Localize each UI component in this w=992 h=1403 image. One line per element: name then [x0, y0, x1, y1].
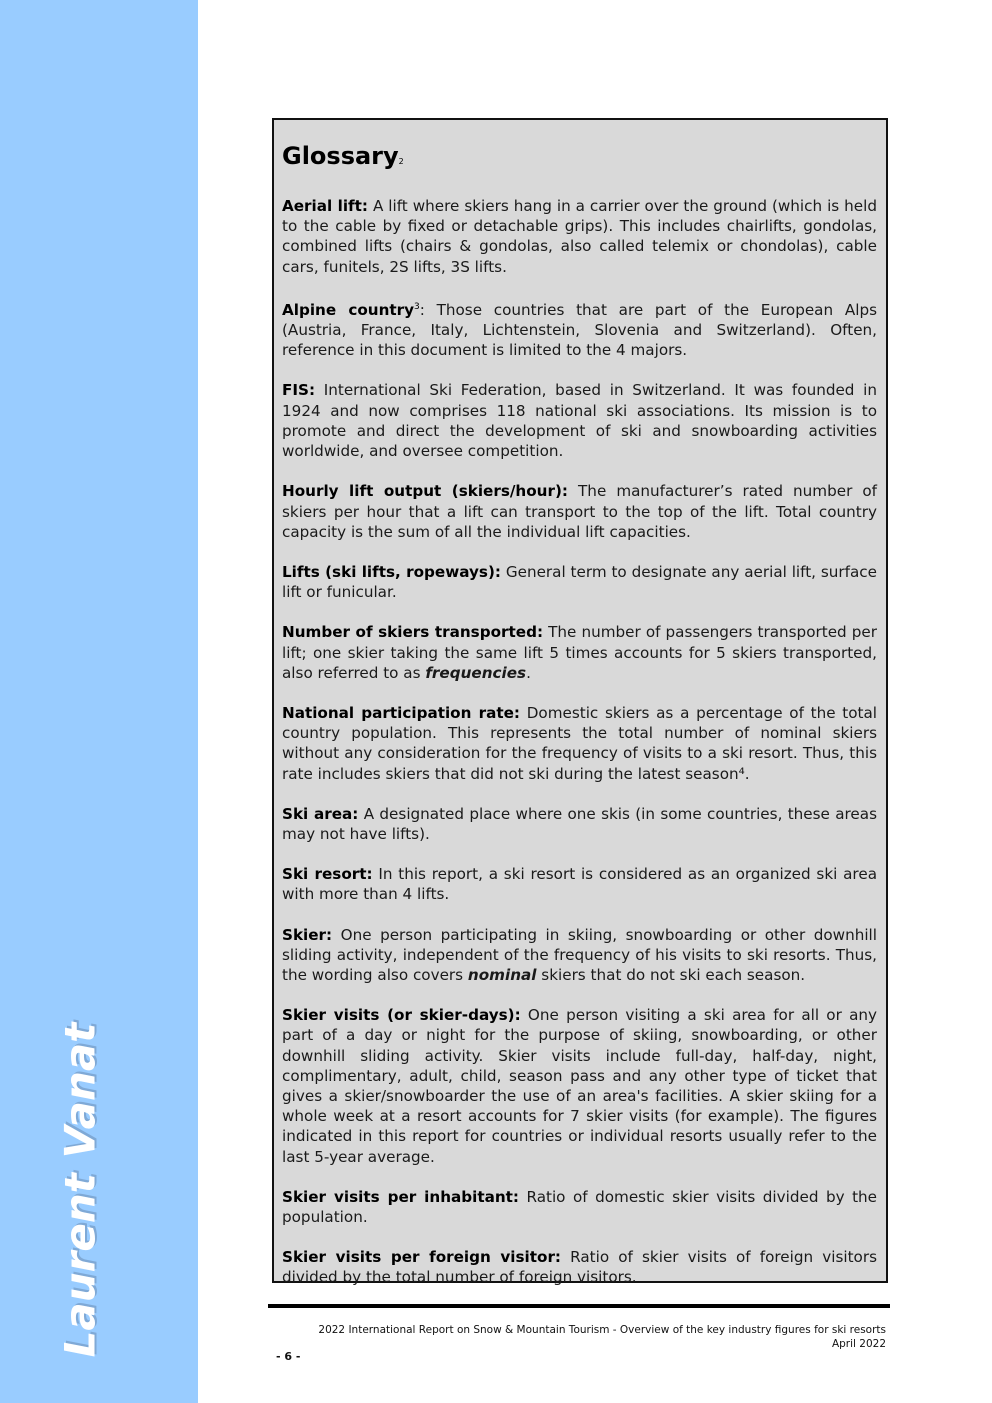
- entry-term: Skier visits per foreign visitor:: [282, 1248, 562, 1267]
- entry-term: [282, 301, 420, 319]
- entry-text: The number of passengers transported per lift; one skier taking the same lift 5 times accounts for 5 skiers transported, also referred to as: [282, 623, 877, 682]
- glossary-entry-hourly-lift-output: [282, 481, 877, 542]
- entry-text: A designated place where one skis (in some countries, these areas may not have lifts).: [282, 804, 877, 843]
- entry-tail: .: [526, 663, 531, 682]
- footer-divider: [268, 1304, 890, 1308]
- entry-text: In this report, a ski resort is considered as an organized ski area with more than 4 lifts.: [282, 865, 877, 904]
- glossary-entry-skiers-transported: [282, 622, 877, 683]
- entry-footnote: 3: [414, 301, 420, 312]
- entry-text: International Ski Federation, based in Switzerland. It was founded in 1924 and now comprises 118 national ski associations. Its mission is to promote and direct the development of ski and snowboarding activities worldwide, and oversee competition.: [282, 381, 877, 461]
- entry-term-text: Alpine country: [282, 300, 415, 319]
- sidebar: [0, 0, 198, 1403]
- footer-line-1: 2022 International Report on Snow & Mountain Tourism - Overview of the key industry figures for ski resorts: [318, 1324, 886, 1336]
- entry-text: Ratio of domestic skier visits divided by the population.: [282, 1187, 877, 1226]
- entry-text: Domestic skiers as a percentage of the total country population. This represents the total number of nominal skiers without any consideration for the frequency of visits to a ski resort. Thus, this rate includes skiers that did not ski during the latest season⁴.: [282, 703, 877, 783]
- entry-term: Lifts (ski lifts, ropeways):: [282, 562, 501, 581]
- entry-emphasis: nominal: [467, 965, 537, 984]
- entry-term: Ski resort:: [282, 865, 373, 884]
- glossary-entry-ski-area: [282, 804, 877, 844]
- glossary-entry-skier-visits: [282, 1005, 877, 1167]
- glossary-title-text: Glossary: [282, 142, 399, 170]
- entry-term: Skier:: [282, 925, 333, 944]
- entry-term: Ski area:: [282, 804, 359, 823]
- entry-tail: skiers that do not ski each season.: [536, 965, 806, 984]
- entry-text: One person participating in skiing, snowboarding or other downhill sliding activity, independent of the frequency of his visits to ski resorts. Thus, the wording also covers: [282, 925, 877, 984]
- entry-text: : Those countries that are part of the European Alps (Austria, France, Italy, Lichtenstein, Slovenia and Switzerland). Often, reference in this document is limited to the 4 majors.: [282, 300, 877, 360]
- glossary-entry-national-participation-rate: [282, 703, 877, 784]
- entry-text: One person visiting a ski area for all or any part of a day or night for the purpose of skiing, snowboarding, or other downhill sliding activity. Skier visits include full-day, half-day, night, complimentary, adult, child, season pass and any other type of ticket that gives a skier/snowboarder the use of an area's facilities. A skier skiing for a whole week at a resort accounts for 7 skier visits (for example). The figures indicated in this report for countries or individual resorts usually refer to the last 5-year average.: [282, 1006, 877, 1166]
- entry-term: Aerial lift:: [282, 197, 368, 215]
- glossary-entry-aerial-lift: [282, 196, 877, 277]
- glossary-entry-skier: [282, 925, 877, 986]
- entry-term: Number of skiers transported:: [282, 623, 544, 642]
- entry-text: The manufacturer’s rated number of skiers per hour that a lift can transport to the top of the lift. Total country capacity is the sum of all the individual lift capacities.: [282, 482, 877, 541]
- page-number: - 6 -: [276, 1350, 301, 1363]
- entry-term: National participation rate:: [282, 703, 520, 722]
- entry-emphasis: frequencies: [425, 663, 527, 682]
- entry-text: A lift where skiers hang in a carrier over the ground (which is held to the cable by fixed or detachable grips). This includes chairlifts, gondolas, combined lifts (chairs & gondolas, also called telemix or chondolas), cable cars, funitels, 2S lifts, 3S lifts.: [282, 197, 877, 276]
- glossary-title: [282, 142, 877, 170]
- author-name: Laurent Vanat: [55, 1022, 105, 1358]
- entry-text: Ratio of skier visits of foreign visitors divided by the total number of foreign visitors.: [282, 1248, 877, 1287]
- glossary-entry-alpine-country: [282, 297, 877, 361]
- glossary-entry-skier-visits-per-foreign-visitor: [282, 1247, 877, 1287]
- glossary-title-footnote: 2: [398, 157, 404, 166]
- glossary-entry-lifts: [282, 562, 877, 602]
- glossary-entry-ski-resort: [282, 864, 877, 904]
- entry-term: Skier visits per inhabitant:: [282, 1187, 519, 1206]
- glossary-entry-fis: [282, 380, 877, 461]
- footer-line-2: April 2022: [831, 1338, 886, 1350]
- glossary-entry-skier-visits-per-inhabitant: [282, 1187, 877, 1227]
- entry-text: General term to designate any aerial lift, surface lift or funicular.: [282, 562, 877, 602]
- footer-report-title: [266, 1323, 886, 1351]
- entry-term: Hourly lift output (skiers/hour):: [282, 482, 568, 501]
- entry-term: Skier visits (or skier-days):: [282, 1006, 521, 1025]
- glossary-box: [272, 118, 888, 1287]
- entry-term: FIS:: [282, 381, 316, 400]
